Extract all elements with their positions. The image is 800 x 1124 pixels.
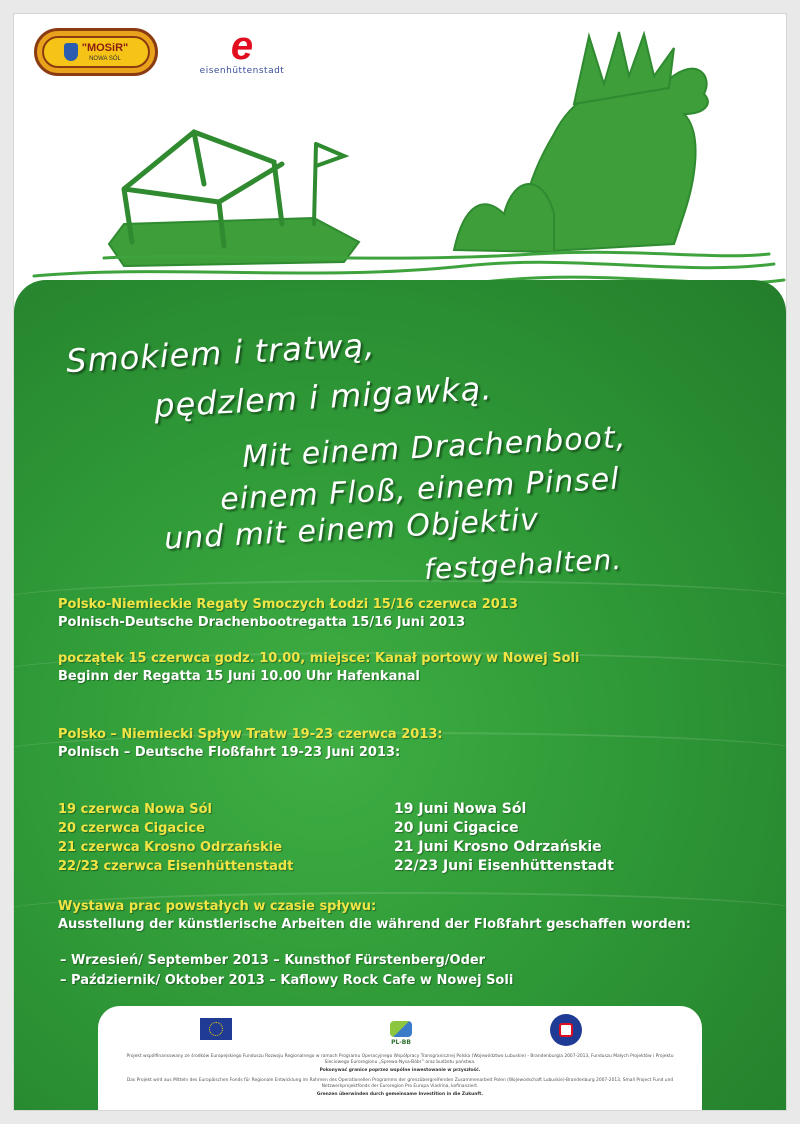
regatta-start-de: Beginn der Regatta 15 Juni 10.00 Uhr Hafenkanal <box>58 669 420 684</box>
eisenhuettenstadt-logo-text: eisenhüttenstadt <box>199 66 285 76</box>
exhibition-item: – Październik/ Oktober 2013 – Kaflowy Rock Cafe w Nowej Soli <box>60 973 514 988</box>
mosir-logo-subtitle: NOWA SÓL <box>89 55 121 62</box>
footer-funding <box>98 1006 702 1110</box>
headline-de-line2: einem Floß, einem Pinsel <box>219 461 621 518</box>
exhibition-title-de: Ausstellung der künstlerische Arbeiten die während der Floßfahrt geschaffen worden: <box>58 917 691 932</box>
eu-flag-icon <box>200 1018 232 1040</box>
schedule-de <box>394 800 614 876</box>
schedule-pl-item: 22/23 czerwca Eisenhüttenstadt <box>58 859 294 874</box>
funding-text-pl: Projekt współfinansowany ze środków Europejskiego Funduszu Rozwoju Regionalnego w ramach Programu Operacyjnego Współpracy Transgranicznej Polska (Województwo Lubuskie) - Brandenburgia 2007-2013, Funduszu Małych Projektów i Projektu Sieciowego Euroregionu „Sprewa-Nysa-Bóbr” oraz budżetu państwa. <box>126 1054 674 1065</box>
mosir-logo-title: "MOSiR" <box>81 41 129 54</box>
funding-motto-de: Grenzen überwinden durch gemeinsame Investition in die Zukunft. <box>316 1092 484 1097</box>
euroregion-logo-icon <box>550 1014 582 1046</box>
rowers-shape <box>454 184 554 252</box>
pl-bb-logo <box>382 1012 420 1046</box>
funding-motto-pl: Pokonywać granice poprzez wspólne inwestowanie w przyszłość. <box>319 1068 481 1073</box>
schedule-pl <box>58 800 293 876</box>
headline-de-line3: und mit einem Objektiv <box>163 502 540 557</box>
schedule-de-item: 22/23 Juni Eisenhüttenstadt <box>394 858 614 874</box>
headline-pl-line1: Smokiem i tratwą, <box>65 325 377 381</box>
eisenhuettenstadt-logo-mark: e <box>230 24 254 68</box>
exhibition-title-pl: Wystawa prac powstałych w czasie spływu: <box>58 899 377 914</box>
funding-text-de: Das Projekt wird aus Mitteln des Europäischen Fonds für Regionale Entwicklung im Rahmen des Operationellen Programms der grenzübergreifenden Zusammenarbeit Polen (Wojewodschaft Lubuskie)-Brandenburg 2007-2013, Small Project Fund und Netzwerkprojektfonds der Euroregion Pro Europa Viadrina, kofinanziert. <box>126 1078 674 1089</box>
schedule-pl-item: 21 czerwca Krosno Odrzańskie <box>58 840 283 855</box>
regatta-start-pl: początek 15 czerwca godz. 10.00, miejsce: Kanał portowy w Nowej Soli <box>58 651 580 666</box>
headline-de-line1: Mit einem Drachenboot, <box>241 419 628 476</box>
pl-bb-label: PL-BB <box>391 1039 411 1046</box>
pl-bb-mark-icon <box>390 1021 412 1037</box>
schedule-de-item: 20 Juni Cigacice <box>394 820 519 836</box>
raft-title-pl: Polsko – Niemiecki Spływ Tratw 19-23 czerwca 2013: <box>58 727 443 742</box>
poster <box>14 14 786 1110</box>
headline-de-line4: festgehalten. <box>423 542 623 587</box>
schedule-de-item: 21 Juni Krosno Odrzańskie <box>394 839 602 855</box>
headline-pl-line2: pędzlem i migawką. <box>153 369 494 425</box>
schedule-pl-item: 20 czerwca Cigacice <box>58 821 205 836</box>
schedule-de-item: 19 Juni Nowa Sól <box>394 801 527 817</box>
raft-title-de: Polnisch – Deutsche Floßfahrt 19-23 Juni 2013: <box>58 745 401 760</box>
exhibition-item: – Wrzesień/ September 2013 – Kunsthof Fürstenberg/Oder <box>60 953 486 968</box>
schedule-pl-item: 19 czerwca Nowa Sól <box>58 802 213 817</box>
flag-shape <box>314 144 344 224</box>
regatta-title-pl: Polsko-Niemieckie Regaty Smoczych Łodzi 15/16 czerwca 2013 <box>58 597 518 612</box>
dragon-raft-illustration <box>14 14 786 314</box>
regatta-title-de: Polnisch-Deutsche Drachenbootregatta 15/16 Juni 2013 <box>58 615 466 630</box>
